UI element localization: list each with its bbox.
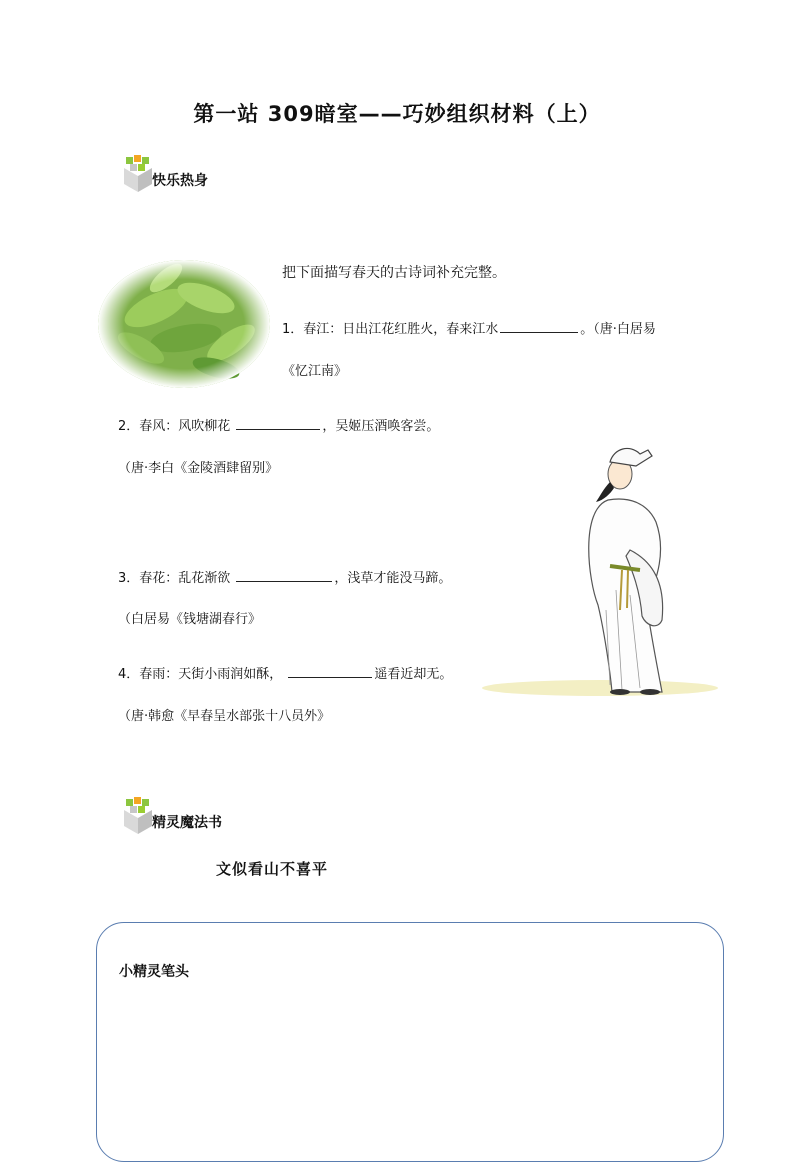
motto-text: 文似看山不喜平 <box>216 860 329 878</box>
poem-source-3: （白居易《钱塘湖春行》 <box>118 612 262 627</box>
section-header-magic-book <box>120 796 280 836</box>
poem-tail: 。（唐·白居易 <box>580 322 656 337</box>
tea-leaves-image <box>96 258 272 390</box>
poem-item-4 <box>118 663 452 682</box>
note-box-label: 小精灵笔头 <box>119 964 189 980</box>
poem-source-2: （唐·李白《金陵酒肆留别》 <box>118 461 279 476</box>
poem-source-4: （唐·韩愈《早春呈水部张十八员外》 <box>118 709 331 724</box>
section-header-warmup <box>120 154 260 194</box>
instruction-text: 把下面描写春天的古诗词补充完整。 <box>282 265 506 281</box>
answer-blank-1[interactable] <box>500 318 578 333</box>
poem-source-1: 《忆江南》 <box>282 364 348 379</box>
poem-tail: 遥看近却无。 <box>374 667 453 682</box>
answer-blank-3[interactable] <box>236 567 332 582</box>
poem-tail: ，吴姬压酒唤客尝。 <box>322 419 440 434</box>
note-box <box>96 922 724 1162</box>
section-label: 快乐热身 <box>152 173 208 189</box>
poem-line: 3．春花：乱花渐欲 <box>118 571 231 586</box>
poem-item-2 <box>118 415 439 434</box>
poem-line: 1．春江：日出江花红胜火，春来江水 <box>282 322 499 337</box>
answer-blank-2[interactable] <box>236 415 320 430</box>
section-label: 精灵魔法书 <box>152 815 222 831</box>
poem-item-1 <box>282 318 656 337</box>
cube-logo-icon <box>120 154 156 194</box>
poem-item-3 <box>118 567 451 586</box>
cube-logo-icon <box>120 796 156 836</box>
page-title: 第一站 309暗室——巧妙组织材料（上） <box>193 102 601 126</box>
poem-line: 2．春风：风吹柳花 <box>118 419 231 434</box>
poem-line: 4．春雨：天街小雨润如酥， <box>118 667 283 682</box>
ancient-poet-illustration <box>480 430 720 700</box>
answer-blank-4[interactable] <box>288 663 372 678</box>
poem-tail: ，浅草才能没马蹄。 <box>334 571 452 586</box>
